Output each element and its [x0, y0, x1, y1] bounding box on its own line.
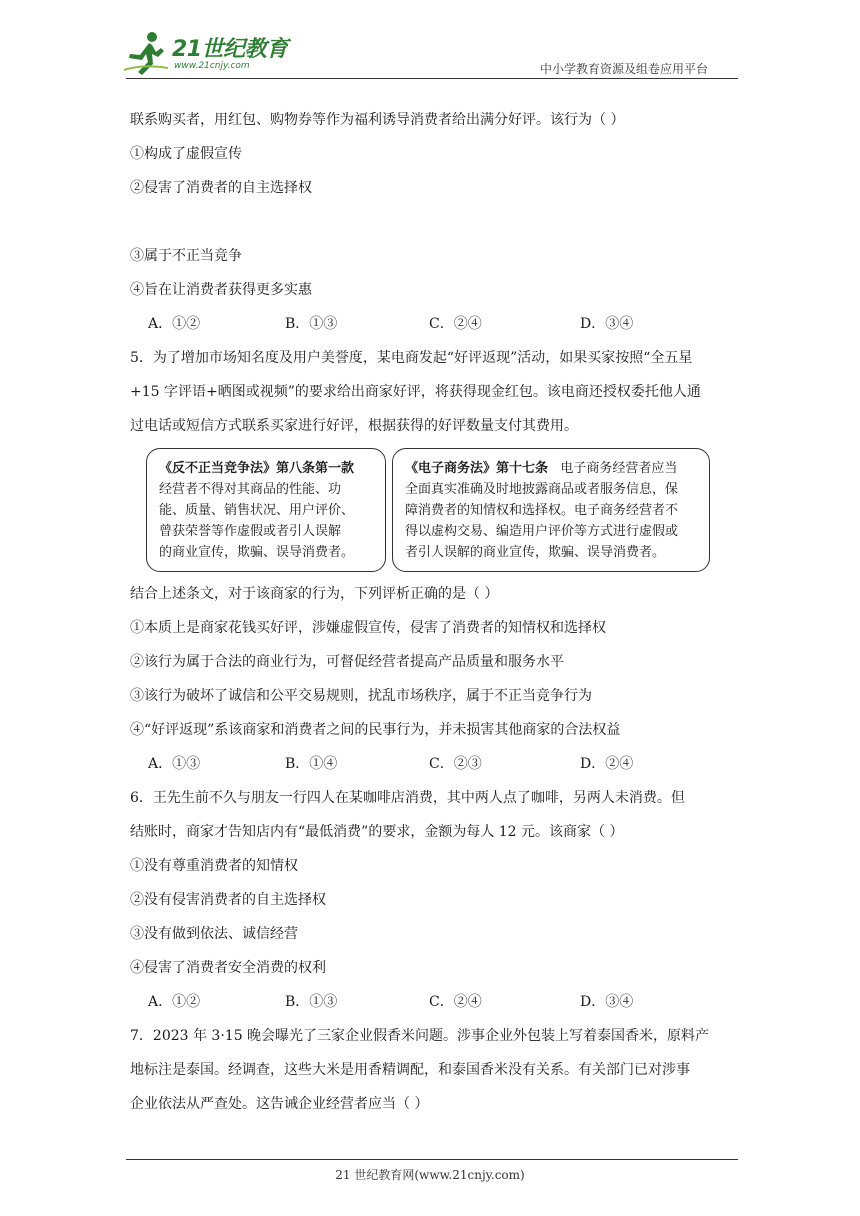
q7-stem-line-1: 7．2023 年 3·15 晚会曝光了三家企业假香米问题。涉事企业外包装上写着泰国香米，原料产 — [130, 1028, 710, 1044]
q4-option-b[interactable]: B．①③ — [285, 316, 338, 332]
q4-option-d[interactable]: D．③④ — [580, 316, 634, 332]
q4-item-3: ③属于不正当竞争 — [130, 248, 242, 264]
q5-item-3: ③该行为破坏了诚信和公平交易规则，扰乱市场秩序，属于不正当竞争行为 — [130, 688, 592, 704]
q4-item-4: ④旨在让消费者获得更多实惠 — [130, 282, 312, 298]
law-box-e-commerce — [392, 448, 710, 572]
law-box-left-line-3: 曾获荣誉等作虚假或者引人误解 — [159, 524, 342, 539]
q7-stem-line-2: 地标注是泰国。经调查，这些大米是用香精调配，和泰国香米没有关系。有关部门已对涉事 — [130, 1062, 690, 1078]
q5-item-2: ②该行为属于合法的商业行为，可督促经营者提高产品质量和服务水平 — [130, 654, 564, 670]
law-box-anti-unfair-competition — [146, 448, 386, 572]
q5-stem-line-2: +15 字评语+晒图或视频”的要求给出商家好评，将获得现金红包。该电商还授权委托他人通 — [130, 384, 701, 400]
header-divider — [126, 78, 738, 79]
q6-option-c[interactable]: C．②④ — [429, 994, 482, 1010]
law-box-left-line-1: 经营者不得对其商品的性能、功 — [159, 482, 342, 497]
q5-stem-line-3: 过电话或短信方式联系买家进行好评，根据获得的好评数量支付其费用。 — [130, 418, 578, 434]
logo-text: 21世纪教育 — [172, 37, 288, 62]
q5-item-4: ④“好评返现”系该商家和消费者之间的民事行为，并未损害其他商家的合法权益 — [130, 722, 621, 738]
q5-option-a[interactable]: A．①③ — [148, 756, 201, 772]
q6-stem-line-1: 6．王先生前不久与朋友一行四人在某咖啡店消费，其中两人点了咖啡，另两人未消费。但 — [130, 790, 685, 806]
q6-item-4: ④侵害了消费者安全消费的权利 — [130, 960, 326, 976]
q5-option-b[interactable]: B．①④ — [285, 756, 338, 772]
law-box-right-title: 《电子商务法》第十七条 — [405, 461, 549, 476]
law-box-right-line-1: 全面真实准确及时地披露商品或者服务信息，保 — [405, 482, 679, 497]
law-box-left-title: 《反不正当竞争法》第八条第一款 — [159, 461, 355, 476]
header-platform-text: 中小学教育资源及组卷应用平台 — [540, 62, 709, 76]
q7-stem-line-3: 企业依法从严查处。这告诫企业经营者应当（ ） — [130, 1096, 429, 1112]
q6-item-1: ①没有尊重消费者的知情权 — [130, 858, 298, 874]
footer-link[interactable]: 21 世纪教育网(www.21cnjy.com) — [335, 1168, 525, 1182]
footer-divider — [126, 1159, 738, 1160]
q6-options — [148, 992, 748, 1012]
q5-options — [148, 754, 748, 774]
q4-continuation: 联系购买者，用红包、购物券等作为福利诱导消费者给出满分好评。该行为（ ） — [130, 112, 625, 128]
law-box-right-line-2: 障消费者的知情权和选择权。电子商务经营者不 — [405, 503, 679, 518]
q4-option-a[interactable]: A．①② — [148, 316, 201, 332]
q6-item-3: ③没有做到依法、诚信经营 — [130, 926, 298, 942]
q5-item-1: ①本质上是商家花钱买好评，涉嫌虚假宣传，侵害了消费者的知情权和选择权 — [130, 620, 606, 636]
q5-stem-line-1: 5．为了增加市场知名度及用户美誉度，某电商发起“好评返现”活动，如果买家按照“全五星 — [130, 350, 693, 366]
site-logo — [122, 30, 292, 78]
q4-item-2: ②侵害了消费者的自主选择权 — [130, 180, 312, 196]
q4-item-1: ①构成了虚假宣传 — [130, 146, 242, 162]
q6-option-d[interactable]: D．③④ — [580, 994, 634, 1010]
q6-option-a[interactable]: A．①② — [148, 994, 201, 1010]
q5-option-c[interactable]: C．②③ — [429, 756, 482, 772]
q6-option-b[interactable]: B．①③ — [285, 994, 338, 1010]
q4-options — [148, 314, 748, 334]
law-box-left-line-2: 能、质量、销售状况、用户评价、 — [159, 503, 355, 518]
law-box-right-line-4: 者引人误解的商业宣传，欺骗、误导消费者。 — [405, 545, 666, 560]
law-box-right-first-line: 电子商务经营者应当 — [560, 461, 678, 476]
q6-item-2: ②没有侵害消费者的自主选择权 — [130, 892, 326, 908]
law-box-right-line-3: 得以虚构交易、编造用户评价等方式进行虚假或 — [405, 524, 679, 539]
page-header — [0, 0, 860, 82]
logo-url: www.21cnjy.com — [174, 61, 250, 71]
q5-question: 结合上述条文，对于该商家的行为，下列评析正确的是（ ） — [130, 586, 499, 602]
q6-stem-line-2: 结账时，商家才告知店内有“最低消费”的要求，金额为每人 12 元。该商家（ ） — [130, 824, 624, 840]
law-box-left-line-4: 的商业宣传，欺骗、误导消费者。 — [159, 545, 355, 560]
running-person-icon — [122, 30, 170, 76]
q4-option-c[interactable]: C．②④ — [429, 316, 482, 332]
q5-option-d[interactable]: D．②④ — [580, 756, 634, 772]
